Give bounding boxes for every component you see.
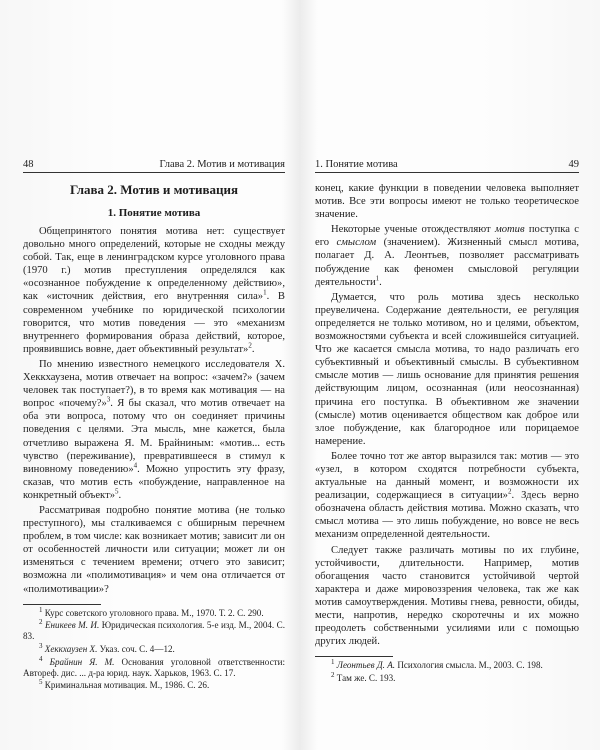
left-running-head <box>23 158 285 173</box>
chapter-title: Глава 2. Мотив и мотивация <box>69 182 239 197</box>
right-running-head <box>315 158 579 173</box>
right-page-body <box>315 182 579 684</box>
paragraph: Рассматривая подробно понятие мотива (не только преступного), мы сталкиваемся с обширным перечнем проблем, в том числе: как возникает мотив; зависит ли он от особенностей личности или ситуации; может ли он изменяться с течением времени; отчего это зависит; возможна ли «полимотивация» и чем она отличается от «полимотивации»? <box>23 504 285 595</box>
footnote: $^1$ Леонтьев Д. А. Психология смысла. М., 2003. С. 198. <box>331 658 543 671</box>
section-title: 1. Понятие мотива <box>107 207 201 219</box>
footnote: $^5$ Криминальная мотивация. М., 1986. С. 26. <box>39 678 210 691</box>
footnote-rule <box>315 656 393 657</box>
footnote: $^1$ Курс советского уголовного права. М., 1970. Т. 2. С. 290. <box>39 605 264 618</box>
paragraph: Некоторые ученые отождествляют мотив поступка с его смыслом (значением). Жизненный смысл мотива, полагает Д. А. Леонтьев, позволяет рассматривать побуждение как феномен смысловой регуляции деятельности$^1$. <box>315 224 580 288</box>
right-footnotes <box>315 656 579 684</box>
left-page-body <box>23 182 285 691</box>
paragraph: Общепринятого понятия мотива нет: существует довольно много определений, которые не сходны между собой. Так, еще в ленинградском курсе уголовного права (1970 г.) мотив преступления определялся как «осознанное побуждение к определенному действию», как «источник действия, его внутренняя сила»$^1$. В современном учебнике по юридической психологии говорится, что мотив поведения — это «механизм внутреннего формирования образа действий, которое, проявившись вовне, дает объективный результат»$^2$. <box>23 226 285 355</box>
paragraph: конец, какие функции в поведении человека выполняет мотив. Все эти вопросы имеют не только теоретическое значение. <box>315 183 579 221</box>
paragraph: По мнению известного немецкого исследователя Х. Хеккхаузена, мотив отвечает на вопрос: «зачем?» (зачем человек так поступает?), в то время как мотивация — на вопрос «почему?»$^3$. Я бы сказал, что мотив отвечает на оба эти вопроса, потому что он соединяет причины поведения с целями. Эта мысль, мне кажется, была отчетливо выражена Я. М. Брайниным: «мотив... есть чувство (переживание), превратившееся в стимул к виновному поведению»$^4$. Можно упростить эту фразу, сказав, что мотив есть «побуждение, направленное на конкретный объект»$^5$. <box>23 358 285 501</box>
left-page-number: 48 <box>23 159 34 170</box>
right-running-title: 1. Понятие мотива <box>315 159 398 170</box>
footnote: $^4$ Брайнин Я. М. Основания уголовной ответственности: Автореф. дис. ... д-ра юрид. наук. Харьков, 1963. С. 17. <box>23 654 285 678</box>
footnote: $^2$ Там же. С. 193. <box>331 671 396 684</box>
paragraph: Более точно тот же автор выразился так: мотив — это «узел, в котором сходятся потребности субъекта, актуальные на данный момент, и возможности их реализации, содержащиеся в ситуации»$^2$. Здесь верно обозначена область действия мотива. Можно сказать, что смысл мотива — это лишь побуждение, но вовсе не весь механизм определенной деятельности. <box>315 450 579 541</box>
paragraph: Следует также различать мотивы по их глубине, устойчивости, длительности. Например, мотив обогащения часто становится устойчивой чертой характера и даже мировоззрения человека, так же как мотив самоутверждения. Мотивы гнева, ревности, обиды, мести, напротив, нередко скоротечны и их можно преодолеть собственными усилиями или с помощью других людей. <box>315 544 579 648</box>
footnote: $^3$ Хеккхаузен Х. Указ. соч. С. 4—12. <box>39 641 175 655</box>
right-page-number: 49 <box>568 159 579 170</box>
footnote-rule <box>23 604 101 605</box>
left-running-title: Глава 2. Мотив и мотивация <box>159 159 285 170</box>
paragraph: Думается, что роль мотива здесь несколько преувеличена. Содержание деятельности, ее регуляция определяется не только мотивом, но и целями, объектом, возможностями субъекта и всей сложившейся ситуацией. Что же касается смысла мотива, то надо различать его субъективный и объективный смыслы. В субъективном смысле мотив — лишь основание для принятия решения действующим лицом, осознанная (или неосознанная) причина его поступка. В объективном же значении (смысле) мотив оценивается обществом как доброе или злое побуждение, как благородное или порицаемое намерение. <box>315 291 579 447</box>
footnote: $^2$ Еникеев М. И. Юридическая психология. 5-е изд. М., 2004. С. 83. <box>23 618 285 642</box>
left-footnotes <box>23 604 285 692</box>
